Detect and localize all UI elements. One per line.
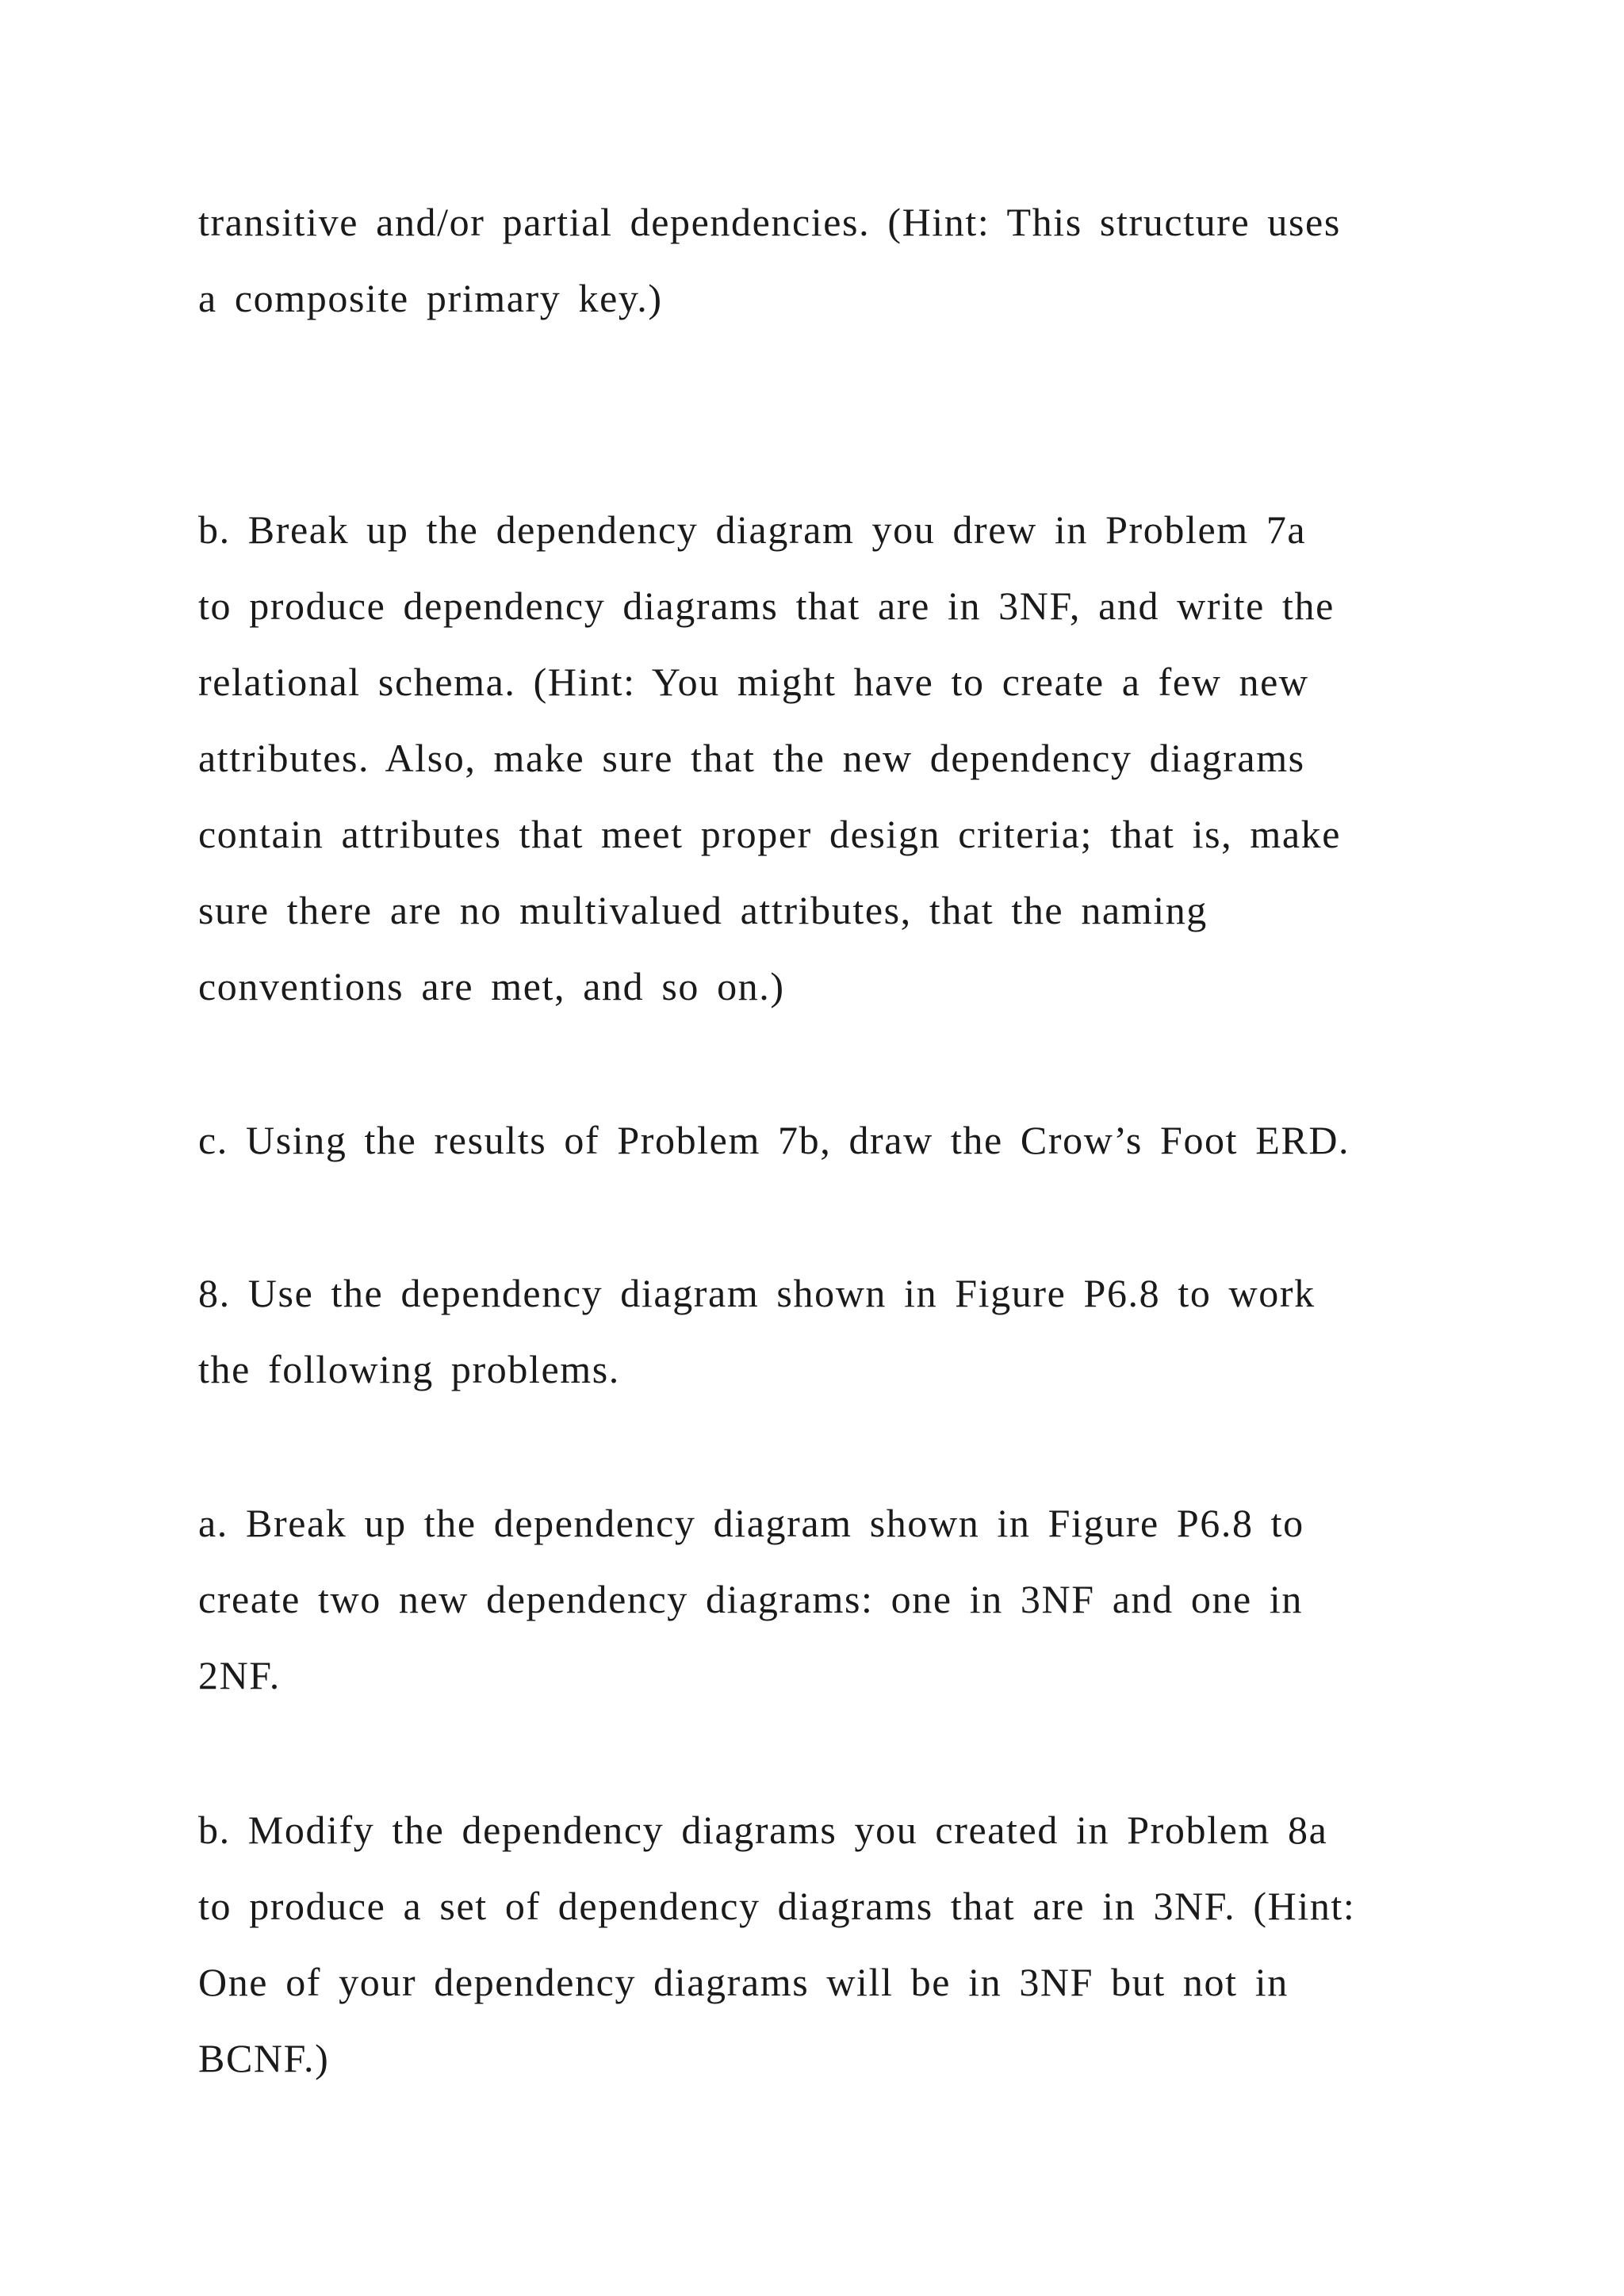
- text-line: the following problems.: [198, 1347, 620, 1391]
- text-line: b. Modify the dependency diagrams you created in Problem 8a: [198, 1808, 1328, 1852]
- text-line: 8. Use the dependency diagram shown in Figure P6.8 to work: [198, 1271, 1316, 1315]
- text-line: c. Using the results of Problem 7b, draw the Crow’s Foot ERD.: [198, 1118, 1350, 1162]
- paragraph-problem-8b: [198, 1792, 1467, 2096]
- text-line: One of your dependency diagrams will be in 3NF but not in: [198, 1960, 1289, 2004]
- paragraph-problem-8: [198, 1255, 1467, 1407]
- text-line: contain attributes that meet proper design criteria; that is, make: [198, 812, 1342, 856]
- text-line: conventions are met, and so on.): [198, 964, 785, 1008]
- text-line: BCNF.): [198, 2036, 330, 2080]
- text-line: attributes. Also, make sure that the new dependency diagrams: [198, 736, 1305, 780]
- text-line: a. Break up the dependency diagram shown in Figure P6.8 to: [198, 1501, 1304, 1545]
- text-line: relational schema. (Hint: You might have to create a few new: [198, 660, 1309, 704]
- text-line: transitive and/or partial dependencies. (Hint: This structure uses: [198, 200, 1341, 244]
- paragraph-intro-continuation: [198, 184, 1467, 336]
- text-line: sure there are no multivalued attributes, that the naming: [198, 888, 1208, 932]
- paragraph-problem-8a: [198, 1485, 1467, 1713]
- text-line: to produce dependency diagrams that are in 3NF, and write the: [198, 584, 1335, 628]
- text-line: b. Break up the dependency diagram you drew in Problem 7a: [198, 507, 1307, 552]
- paragraph-problem-7c: [198, 1102, 1467, 1178]
- text-line: 2NF.: [198, 1653, 281, 1697]
- text-line: a composite primary key.): [198, 276, 663, 320]
- text-line: create two new dependency diagrams: one in 3NF and one in: [198, 1577, 1304, 1621]
- paragraph-problem-7b: [198, 492, 1467, 1024]
- text-line: to produce a set of dependency diagrams that are in 3NF. (Hint:: [198, 1884, 1356, 1928]
